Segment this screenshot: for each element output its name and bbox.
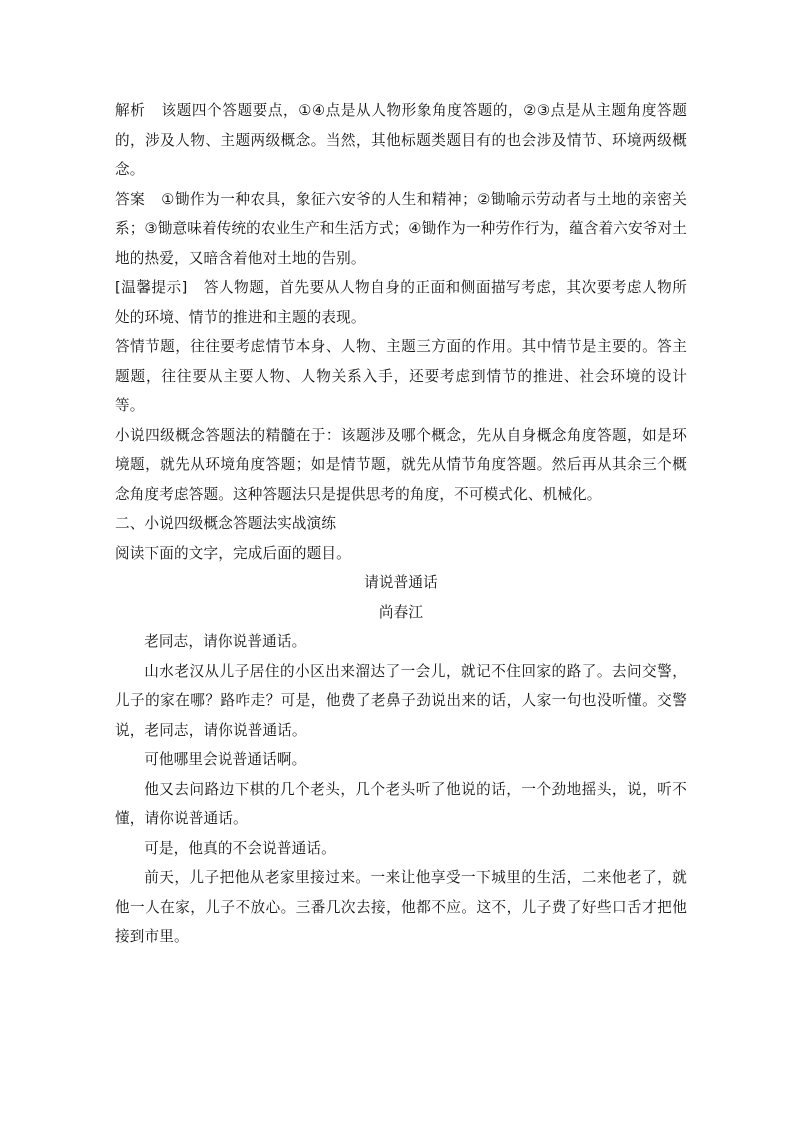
tip-text-1: 答人物题，首先要从人物自身的正面和侧面描写考虑，其次要考虑人物所处的环境、情节的推进和主题的表现。 xyxy=(115,279,687,326)
answer-paragraph xyxy=(115,185,687,274)
tip-text-2: 答情节题，往往要考虑情节本身、人物、主题三方面的作用。其中情节是主要的。答主题题，往往要从主要人物、人物关系入手，还要考虑到情节的推进、社会环境的设计等。 xyxy=(115,338,687,414)
reading-instruction: 阅读下面的文字，完成后面的题目。 xyxy=(115,544,351,562)
story-paragraph-6: 前天，儿子把他从老家里接过来。一来让他享受一下城里的生活，二来他老了，就他一人在家，儿子不放心。三番几次去接，他都不应。这不，儿子费了好些口舌才把他接到市里。 xyxy=(115,869,687,945)
story-paragraph-4: 他又去问路边下棋的几个老头，几个老头听了他说的话，一个劲地摇头，说，听不懂，请你说普通话。 xyxy=(115,780,687,827)
tip-label: [温馨提示] xyxy=(115,279,188,296)
analysis-text: 该题四个答题要点，①④点是从人物形象角度答题的，②③点是从主题角度答题的，涉及人物、主题两级概念。当然，其他标题类题目有的也会涉及情节、环境两级概念。 xyxy=(115,102,687,178)
section-heading: 二、小说四级概念答题法实战演练 xyxy=(115,515,337,532)
story-title: 请说普通话 xyxy=(364,574,438,591)
tip-paragraph xyxy=(115,273,687,332)
story-paragraph-5: 可是，他真的不会说普通话。 xyxy=(144,839,336,857)
story-paragraph-1: 老同志，请你说普通话。 xyxy=(144,633,307,650)
analysis-label: 解析 xyxy=(115,102,146,119)
answer-label: 答案 xyxy=(115,190,146,208)
story-paragraph-3: 可他哪里会说普通话啊。 xyxy=(144,751,307,768)
answer-text: ①锄作为一种农具，象征六安爷的人生和精神；②锄喻示劳动者与土地的亲密关系；③锄意味着传统的农业生产和生活方式；④锄作为一种劳作行为，蕴含着六安爷对土地的热爱，又暗含着他对土地的告别。 xyxy=(115,190,687,267)
story-paragraph-2: 山水老汉从儿子居住的小区出来溜达了一会儿，就记不住回家的路了。去问交警，儿子的家在哪？路咋走？可是，他费了老鼻子劲说出来的话，人家一句也没听懂。交警说，老同志，请你说普通话。 xyxy=(115,662,687,739)
story-author: 尚春江 xyxy=(378,603,424,621)
analysis-paragraph xyxy=(115,96,687,185)
tip-paragraph-2 xyxy=(115,332,687,421)
document-body xyxy=(115,96,687,952)
tip-text-3: 小说四级概念答题法的精髓在于：该题涉及哪个概念，先从自身概念角度答题，如是环境题，就先从环境角度答题；如是情节题，就先从情节角度答题。然后再从其余三个概念角度考虑答题。这种答题法只是提供思考的角度，不可模式化、机械化。 xyxy=(115,426,687,503)
tip-paragraph-3 xyxy=(115,421,687,510)
